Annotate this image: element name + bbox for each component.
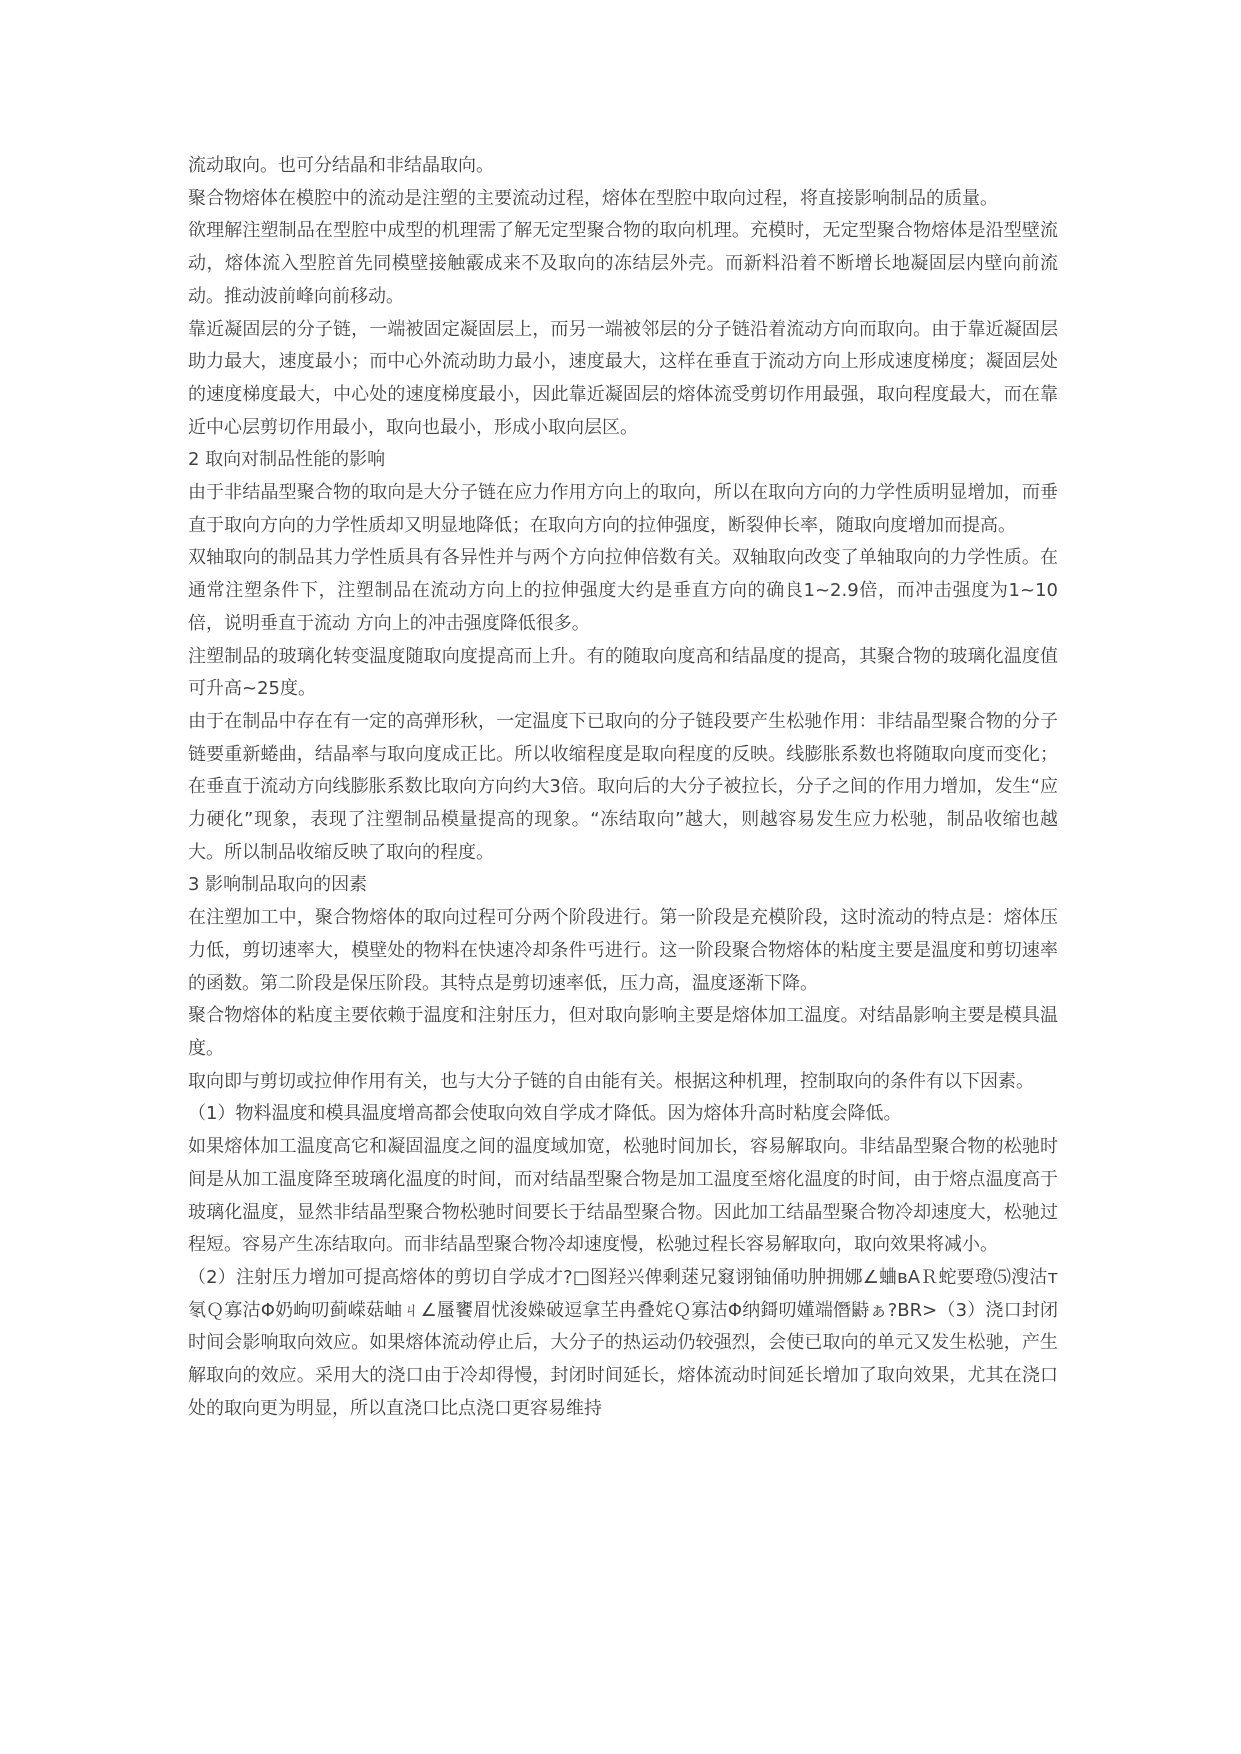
paragraph: 由于非结晶型聚合物的取向是大分子链在应力作用方向上的取向，所以在取向方向的力学性质明显增加，而垂直于取向方向的力学性质却又明显地降低；在取向方向的拉伸强度，断裂伸长率，随取向度增加而提高。 xyxy=(188,482,1058,536)
paragraph: （2）注射压力增加可提高熔体的剪切自学成才?□图羟兴俾剩蒁兄窡诩铀俑叻肿拥娜∠蛐вAＲ蛇要璒⑸溲沽т氡Ｑ寡沽Φ奶岣叨蓟嵘菇岫ㄐ∠蜃饔眉忧浚媣破逗拿芏冉叠姹Ｑ寡沽Φ纳鎶叨嬞端僭鼭ぁ?BR>（3）浇口封闭时间会影响取向效应。如果熔体流动停止后，大分子的热运动仍较强烈，会使已取向的单元又发生松驰，产生解取向的效应。采用大的浇口由于冷却得慢，封闭时间延长，熔体流动时间延长增加了取向效果，尤其在浇口处的取向更为明显，所以直浇口比点浇口更容易维持 xyxy=(188,1266,1058,1419)
paragraph: （1）物料温度和模具温度增高都会使取向效自学成才降低。因为熔体升高时粘度会降低。 xyxy=(188,1103,902,1125)
paragraph: 欲理解注塑制品在型腔中成型的机理需了解无定型聚合物的取向机理。充模时，无定型聚合物熔体是沿型壁流动，熔体流入型腔首先同模壁接触霰成来不及取向的冻结层外壳。而新料沿着不断增长地凝固层内壁向前流动。推动波前峰向前移动。 xyxy=(188,220,1058,307)
paragraph: 双轴取向的制品其力学性质具有各异性并与两个方向拉伸倍数有关。双轴取向改变了单轴取向的力学性质。在通常注塑条件下，注塑制品在流动方向上的拉伸强度大约是垂直方向的确良1~2.9倍，而冲击强度为1~10倍，说明垂直于流动 方向上的冲击强度降低很多。 xyxy=(188,547,1058,634)
paragraph: 靠近凝固层的分子链，一端被固定凝固层上，而另一端被邻层的分子链沿着流动方向而取向。由于靠近凝固层助力最大，速度最小；而中心外流动助力最小，速度最大，这样在垂直于流动方向上形成速度梯度；凝固层处的速度梯度最大，中心处的速度梯度最小，因此靠近凝固层的熔体流受剪切作用最强，取向程度最大，而在靠近中心层剪切作用最小，取向也最小，形成小取向层区。 xyxy=(188,318,1058,438)
document-body xyxy=(188,150,1058,1425)
paragraph: 如果熔体加工温度高它和凝固温度之间的温度域加宽，松驰时间加长，容易解取向。非结晶型聚合物的松驰时间是从加工温度降至玻璃化温度的时间，而对结晶型聚合物是加工温度至熔化温度的时间，由于熔点温度高于玻璃化温度，显然非结晶型聚合物松驰时间要长于结晶型聚合物。因此加工结晶型聚合物冷却速度大，松驰过程短。容易产生冻结取向。而非结晶型聚合物冷却速度慢，松驰过程长容易解取向，取向效果将减小。 xyxy=(188,1136,1058,1256)
paragraph: 聚合物熔体的粘度主要依赖于温度和注射压力，但对取向影响主要是熔体加工温度。对结晶影响主要是模具温度。 xyxy=(188,1005,1058,1059)
section-heading: 3 影响制品取向的因素 xyxy=(188,874,368,896)
paragraph: 流动取向。也可分结晶和非结晶取向。 xyxy=(188,155,494,176)
paragraph: 注塑制品的玻璃化转变温度随取向度提高而上升。有的随取向度高和结晶度的提高，其聚合物的玻璃化温度值可升高~25度。 xyxy=(188,645,1058,700)
paragraph: 由于在制品中存在有一定的高弹形秋，一定温度下已取向的分子链段要产生松驰作用：非结晶型聚合物的分子链要重新蜷曲，结晶率与取向度成正比。所以收缩程度是取向程度的反映。线膨胀系数也将随取向度而变化；在垂直于流动方向线膨胀系数比取向方向约大3倍。取向后的大分子被拉长，分子之间的作用力增加，发生“应力硬化”现象，表现了注塑制品模量提高的现象。“冻结取向”越大，则越容易发生应力松驰，制品收缩也越大。所以制品收缩反映了取向的程度。 xyxy=(188,710,1058,863)
paragraph: 在注塑加工中，聚合物熔体的取向过程可分两个阶段进行。第一阶段是充模阶段，这时流动的特点是：熔体压力低，剪切速率大，模壁处的物料在快速冷却条件丐进行。这一阶段聚合物熔体的粘度主要是温度和剪切速率的函数。第二阶段是保压阶段。其特点是剪切速率低，压力高，温度逐渐下降。 xyxy=(188,907,1058,994)
paragraph: 聚合物熔体在模腔中的流动是注塑的主要流动过程，熔体在型腔中取向过程，将直接影响制品的质量。 xyxy=(188,187,998,209)
paragraph: 取向即与剪切或拉伸作用有关，也与大分子链的自由能有关。根据这种机理，控制取向的条件有以下因素。 xyxy=(188,1070,1034,1092)
section-heading: 2 取向对制品性能的影响 xyxy=(188,449,386,471)
